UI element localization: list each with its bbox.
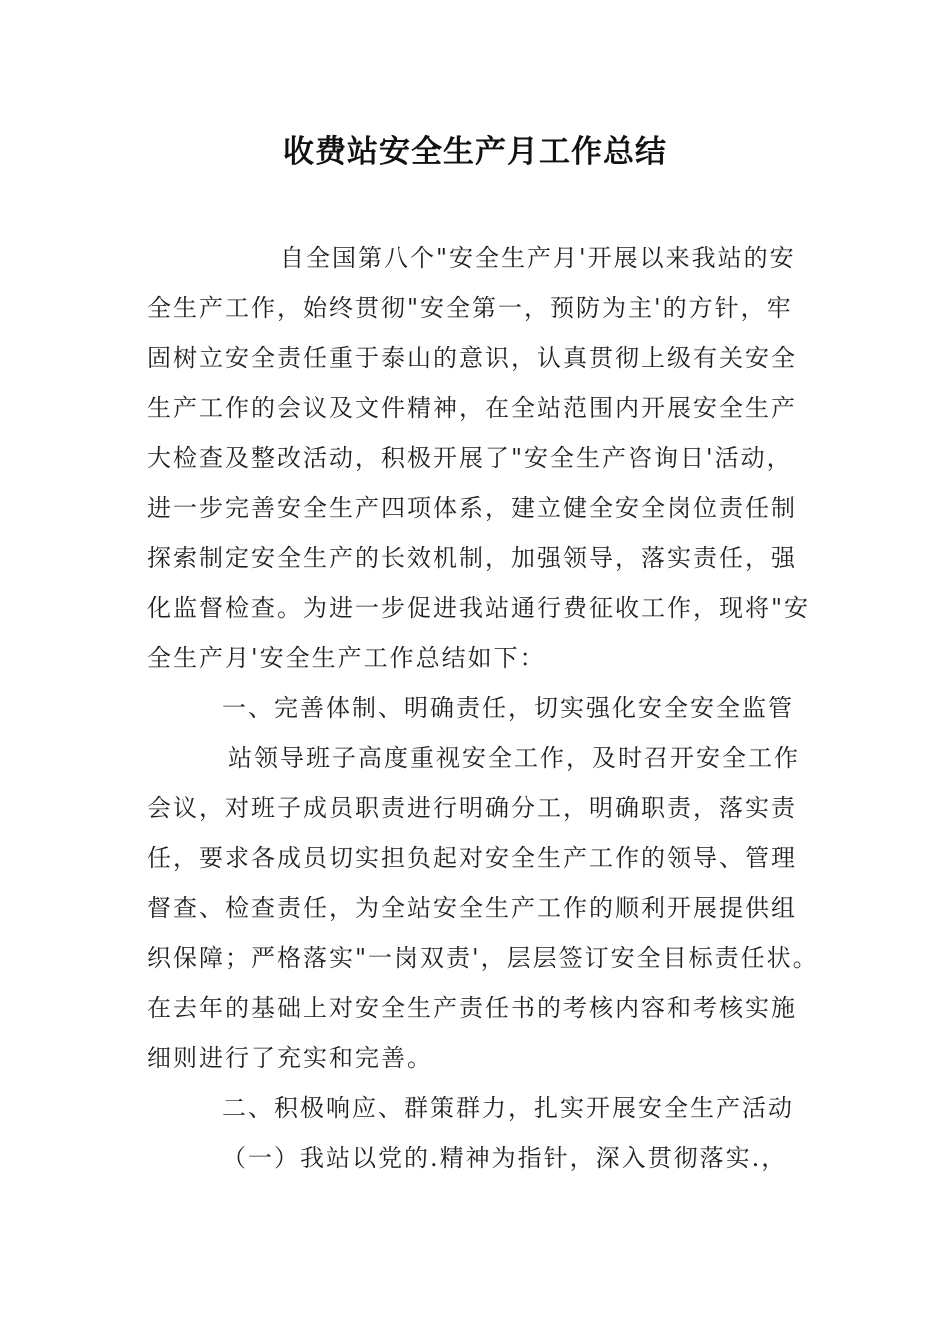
text-line: 化监督检查。为进一步促进我站通行费征收工作，现将"安 (147, 594, 811, 622)
text-line: 在去年的基础上对安全生产责任书的考核内容和考核实施 (147, 994, 797, 1022)
text-line: 全生产工作，始终贯彻"安全第一，预防为主'的方针，牢 (147, 294, 793, 322)
text-line: 探索制定安全生产的长效机制，加强领导，落实责任，强 (147, 544, 797, 572)
text-line: 自全国第八个"安全生产月'开展以来我站的安 (280, 244, 796, 272)
text-line: 全生产月'安全生产工作总结如下： (147, 644, 546, 672)
text-line: 固树立安全责任重于泰山的意识，认真贯彻上级有关安全 (147, 344, 797, 372)
section-heading: 一、完善体制、明确责任，切实强化安全安全监管 (222, 694, 794, 722)
text-line: （一）我站以党的.精神为指针，深入贯彻落实.， (222, 1144, 788, 1172)
text-line: 织保障；严格落实"一岗双责'，层层签订安全目标责任状。 (147, 944, 819, 972)
text-line: 督查、检查责任，为全站安全生产工作的顺利开展提供组 (147, 894, 797, 922)
text-line: 站领导班子高度重视安全工作，及时召开安全工作 (228, 744, 800, 772)
text-line: 细则进行了充实和完善。 (147, 1044, 433, 1072)
section-heading: 二、积极响应、群策群力，扎实开展安全生产活动 (222, 1094, 794, 1122)
text-line: 进一步完善安全生产四项体系，建立健全安全岗位责任制 (147, 494, 797, 522)
document-title: 收费站安全生产月工作总结 (283, 134, 667, 170)
text-line: 会议，对班子成员职责进行明确分工，明确职责，落实责 (147, 794, 797, 822)
text-line: 任，要求各成员切实担负起对安全生产工作的领导、管理 (147, 844, 797, 872)
text-line: 生产工作的会议及文件精神，在全站范围内开展安全生产 (147, 394, 797, 422)
text-line: 大检查及整改活动，积极开展了"安全生产咨询日'活动， (147, 444, 793, 472)
